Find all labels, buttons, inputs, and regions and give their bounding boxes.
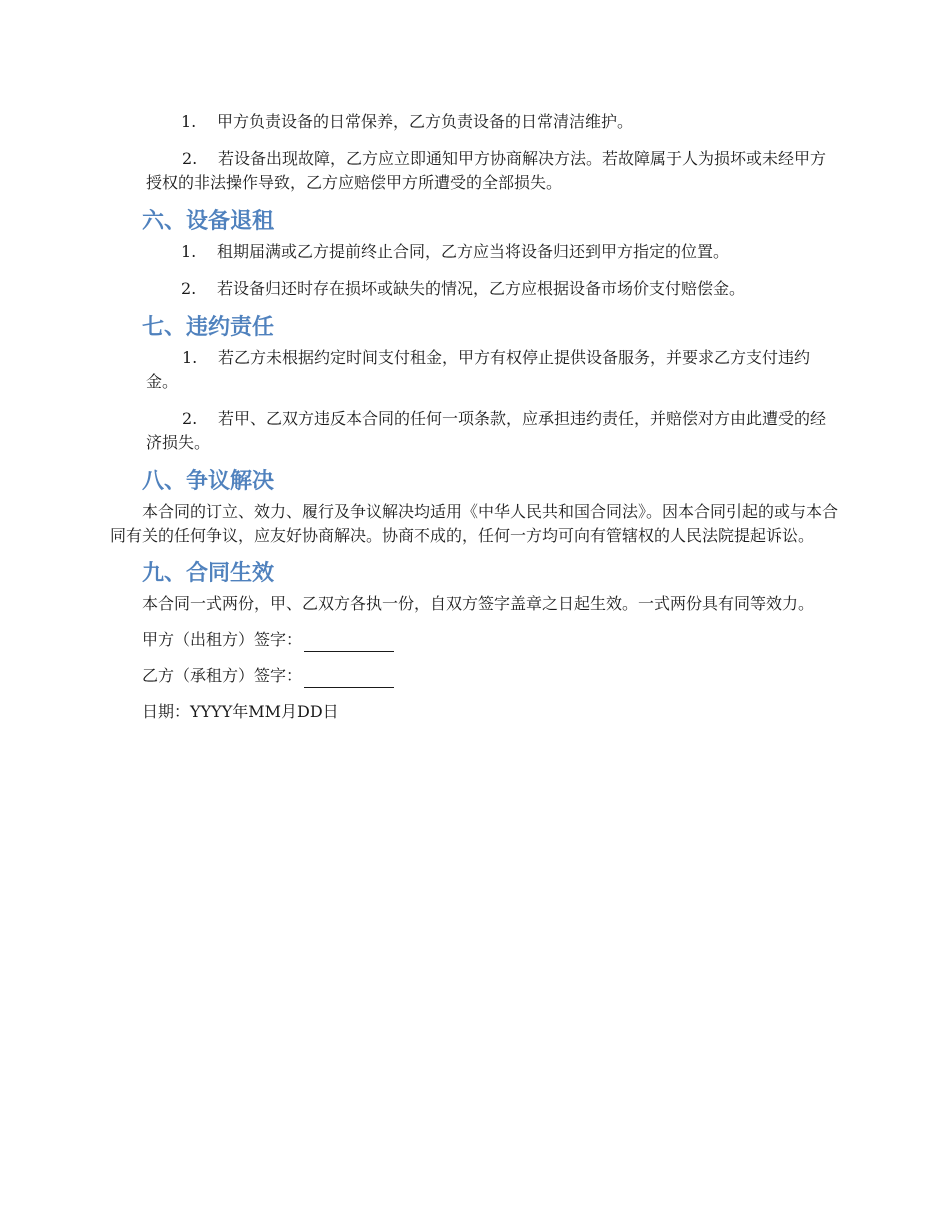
signature-blank xyxy=(304,669,394,688)
signature-party-b xyxy=(142,664,838,688)
list-item xyxy=(182,240,838,264)
item-number: 2. xyxy=(182,149,198,168)
list-item xyxy=(182,110,838,134)
section-heading: 九、合同生效 xyxy=(142,561,275,586)
item-number: 1. xyxy=(182,348,198,367)
item-text: 若设备归还时存在损坏或缺失的情况，乙方应根据设备市场价支付赔偿金。 xyxy=(217,279,746,298)
section5-list xyxy=(110,110,838,134)
item-text: 租期届满或乙方提前终止合同，乙方应当将设备归还到甲方指定的位置。 xyxy=(217,242,730,261)
list-item xyxy=(110,407,838,455)
list-item xyxy=(110,147,838,195)
item-number: 2. xyxy=(182,409,198,428)
signature-party-a xyxy=(142,628,838,652)
signature-label: 甲方（出租方）签字： xyxy=(142,630,303,649)
item-text: 若设备出现故障，乙方应立即通知甲方协商解决方法。若故障属于人为损坏或未经甲方授权的非法操作导致，乙方应赔偿甲方所遭受的全部损失。 xyxy=(146,149,827,192)
item-text: 若乙方未根据约定时间支付租金，甲方有权停止提供设备服务，并要求乙方支付违约金。 xyxy=(146,348,811,391)
paragraph: 本合同一式两份，甲、乙双方各执一份，自双方签字盖章之日起生效。一式两份具有同等效力。 xyxy=(142,594,815,613)
section6-list xyxy=(110,240,838,301)
signature-label: 乙方（承租方）签字： xyxy=(142,666,303,685)
paragraph: 本合同的订立、效力、履行及争议解决均适用《中华人民共和国合同法》。因本合同引起的或与本合同有关的任何争议，应友好协商解决。协商不成的，任何一方均可向有管辖权的人民法院提起诉讼。 xyxy=(110,502,839,545)
section-heading: 六、设备退租 xyxy=(142,209,275,234)
item-text: 甲方负责设备的日常保养，乙方负责设备的日常清洁维护。 xyxy=(217,112,634,131)
item-number: 2. xyxy=(181,279,197,298)
list-item xyxy=(182,277,838,301)
date-line: 日期：YYYY年MM月DD日 xyxy=(142,702,339,721)
item-number: 1. xyxy=(181,112,197,131)
item-number: 1. xyxy=(181,242,197,261)
item-text: 若甲、乙双方违反本合同的任何一项条款，应承担违约责任，并赔偿对方由此遭受的经济损失。 xyxy=(146,409,827,452)
document-content xyxy=(110,110,838,736)
list-item xyxy=(110,346,838,394)
section-heading: 八、争议解决 xyxy=(142,469,275,494)
section-heading: 七、违约责任 xyxy=(142,315,275,340)
signature-blank xyxy=(304,633,394,652)
